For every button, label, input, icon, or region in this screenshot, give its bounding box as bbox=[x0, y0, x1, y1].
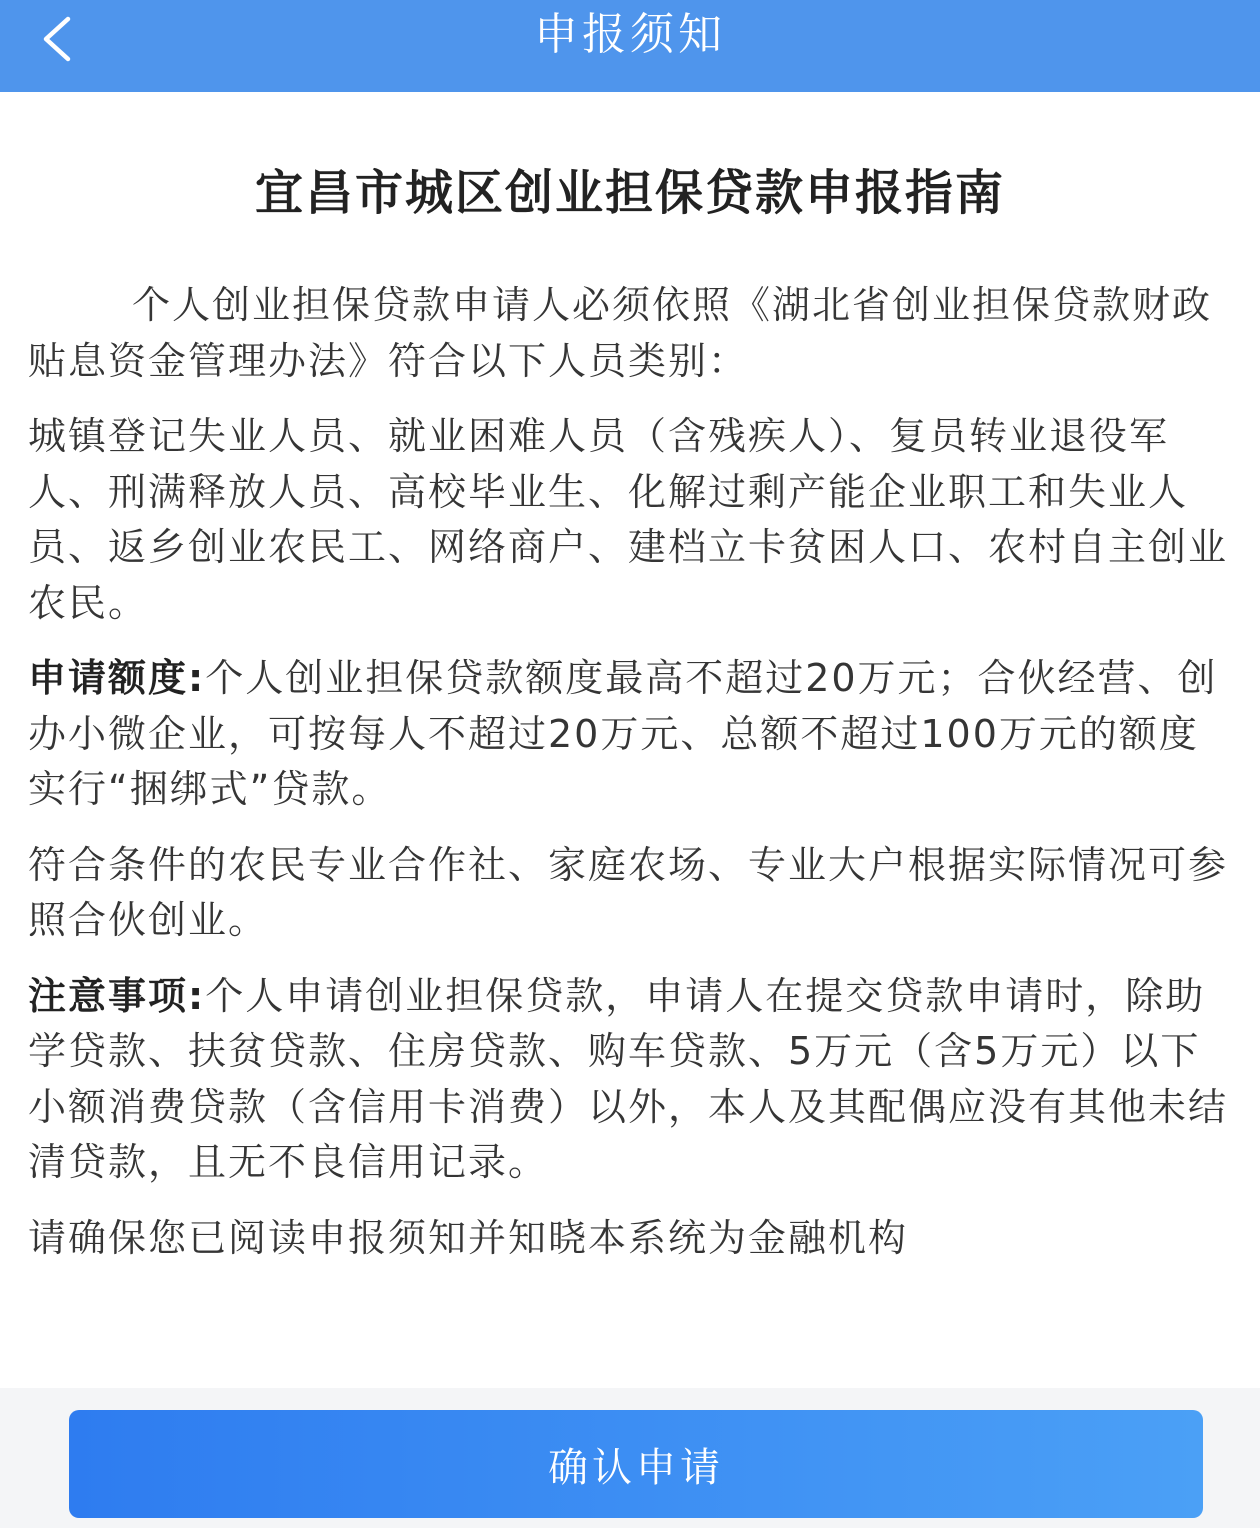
page-title: 申报须知 bbox=[534, 9, 726, 60]
intro-paragraph: 个人创业担保贷款申请人必须依照《湖北省创业担保贷款财政贴息资金管理办法》符合以下人员类别： bbox=[28, 283, 1213, 383]
notice-paragraph bbox=[28, 969, 1232, 1191]
nav-bar bbox=[0, 0, 1260, 92]
categories-paragraph: 城镇登记失业人员、就业困难人员（含残疾人）、复员转业退役军人、刑满释放人员、高校毕业生、化解过剩产能企业职工和失业人员、返乡创业农民工、网络商户、建档立卡贫困人口、农村自主创业农民。 bbox=[28, 414, 1229, 625]
confirm-read-paragraph: 请确保您已阅读申报须知并知晓本系统为金融机构 bbox=[28, 1215, 909, 1260]
notice-label: 注意事项: bbox=[28, 973, 206, 1018]
bottom-bar bbox=[0, 1388, 1260, 1528]
quota-paragraph bbox=[28, 651, 1232, 818]
document-title: 宜昌市城区创业担保贷款申报指南 bbox=[254, 165, 1005, 221]
notice-content[interactable] bbox=[0, 92, 1260, 1388]
quota-label: 申请额度: bbox=[28, 656, 206, 700]
quota-text: 个人创业担保贷款额度最高不超过20万元；合伙经营、创办小微企业，可按每人不超过20万元、总额不超过100万元的额度实行“捆绑式”贷款。 bbox=[28, 656, 1218, 811]
cooperative-paragraph: 符合条件的农民专业合作社、家庭农场、专业大户根据实际情况可参照合伙创业。 bbox=[28, 842, 1229, 942]
notice-text: 个人申请创业担保贷款，申请人在提交贷款申请时，除助学贷款、扶贫贷款、住房贷款、购车贷款、5万元（含5万元）以下小额消费贷款（含信用卡消费）以外，本人及其配偶应没有其他未结清贷款，且无不良信用记录。 bbox=[28, 973, 1229, 1184]
document-body bbox=[28, 278, 1232, 1286]
confirm-apply-button[interactable]: 确认申请 bbox=[69, 1410, 1203, 1518]
